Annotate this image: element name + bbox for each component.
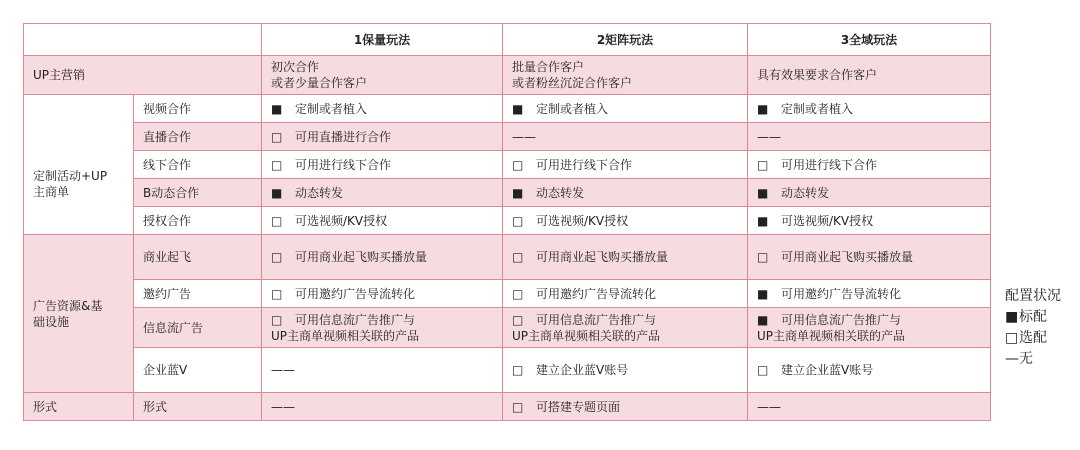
mark: □ [271, 157, 283, 172]
row-up-c2 [503, 56, 748, 95]
header-col-3: 3全域玩法 [748, 24, 991, 56]
config-matrix-table [23, 23, 991, 421]
row-up-c1 [262, 56, 503, 95]
cell-text: 可用邀约广告导流转化 [781, 286, 902, 301]
legend-item [1005, 349, 1061, 370]
cell-text: —— [271, 399, 295, 414]
cell-text: 可选视频/KV授权 [295, 213, 388, 228]
cell-text: 可用信息流广告推广与 [536, 312, 657, 327]
header-col-1: 1保量玩法 [262, 24, 503, 56]
cell-text: —— [512, 129, 536, 144]
cell [748, 207, 991, 235]
legend-mark: ■ [1005, 309, 1019, 325]
legend-mark: □ [1005, 330, 1019, 346]
cell-text-line2: UP主商单视频相关联的产品 [512, 328, 661, 343]
table-row [24, 95, 991, 123]
item-name: 直播合作 [134, 123, 262, 151]
line: 具有效果要求合作客户 [757, 68, 878, 82]
table-row [24, 235, 991, 280]
cell [503, 207, 748, 235]
mark: □ [512, 213, 524, 228]
legend-item [1005, 307, 1061, 328]
group-label [24, 95, 134, 235]
cell-text: 可用邀约广告导流转化 [536, 286, 657, 301]
cell [262, 393, 503, 421]
line: 础设施 [33, 314, 70, 329]
cell [748, 348, 991, 393]
legend-text: 标配 [1019, 309, 1047, 325]
mark: ■ [757, 185, 769, 200]
line: 定制活动+UP [33, 168, 108, 183]
item-name: 企业蓝V [134, 348, 262, 393]
cell-text: 可用邀约广告导流转化 [295, 286, 416, 301]
group-label [24, 235, 134, 393]
mark: ■ [271, 185, 283, 200]
mark: ■ [757, 286, 769, 301]
mark: □ [757, 363, 769, 377]
cell [748, 95, 991, 123]
cell-text: —— [757, 129, 781, 144]
row-label: 形式 [24, 393, 134, 421]
table-row [24, 308, 991, 348]
cell-text: 可用商业起飞购买播放量 [295, 250, 428, 264]
cell [262, 280, 503, 308]
header-empty-cell [24, 24, 262, 56]
cell [748, 123, 991, 151]
mark: ■ [757, 213, 769, 228]
line: 或者粉丝沉淀合作客户 [512, 76, 633, 90]
table-row-form [24, 393, 991, 421]
cell-text: 动态转发 [295, 185, 344, 200]
mark: ■ [757, 312, 769, 327]
item-name: 商业起飞 [134, 235, 262, 280]
table-row [24, 348, 991, 393]
mark: □ [512, 250, 524, 264]
line: 批量合作客户 [512, 60, 585, 74]
line: 或者少量合作客户 [271, 76, 368, 90]
cell [503, 235, 748, 280]
cell [503, 308, 748, 348]
cell-text: 可用进行线下合作 [295, 157, 392, 172]
mark: □ [512, 286, 524, 301]
line: 初次合作 [271, 60, 320, 74]
legend-text: 选配 [1019, 330, 1047, 346]
table-row [24, 123, 991, 151]
cell-text: 可搭建专题页面 [536, 399, 621, 414]
legend [1005, 286, 1061, 370]
mark: □ [512, 399, 524, 414]
cell-text: 可用商业起飞购买播放量 [781, 250, 914, 264]
cell [748, 280, 991, 308]
header-col-2: 2矩阵玩法 [503, 24, 748, 56]
table-row [24, 151, 991, 179]
cell-text: 动态转发 [536, 185, 585, 200]
cell [748, 308, 991, 348]
table-row [24, 280, 991, 308]
item-name: 形式 [134, 393, 262, 421]
cell-text: 建立企业蓝V账号 [781, 363, 874, 377]
mark: □ [271, 213, 283, 228]
cell [262, 151, 503, 179]
row-up-c3 [748, 56, 991, 95]
cell [262, 179, 503, 207]
mark: □ [271, 129, 283, 144]
mark: □ [512, 363, 524, 377]
legend-text: 无 [1019, 351, 1033, 367]
item-name: 线下合作 [134, 151, 262, 179]
cell [262, 348, 503, 393]
cell-text: 定制或者植入 [295, 101, 368, 116]
line: 广告资源&基 [33, 298, 103, 313]
mark: ■ [512, 185, 524, 200]
cell [262, 207, 503, 235]
cell-text: 建立企业蓝V账号 [536, 363, 629, 377]
mark: □ [512, 312, 524, 327]
cell [503, 280, 748, 308]
mark: ■ [757, 101, 769, 116]
cell-text: 可用商业起飞购买播放量 [536, 250, 669, 264]
mark: ■ [512, 101, 524, 116]
mark: □ [271, 312, 283, 327]
mark: □ [271, 286, 283, 301]
mark: □ [512, 157, 524, 172]
item-name: 授权合作 [134, 207, 262, 235]
cell-text-line2: UP主商单视频相关联的产品 [757, 328, 906, 343]
cell [503, 151, 748, 179]
item-name: 邀约广告 [134, 280, 262, 308]
cell [748, 235, 991, 280]
cell-text: 可选视频/KV授权 [781, 213, 874, 228]
cell-text: —— [271, 363, 295, 377]
mark: □ [271, 250, 283, 264]
legend-title: 配置状况 [1005, 288, 1061, 304]
cell-text: 可选视频/KV授权 [536, 213, 629, 228]
cell-text: 定制或者植入 [536, 101, 609, 116]
cell-text: 动态转发 [781, 185, 830, 200]
legend-mark: — [1005, 351, 1019, 367]
item-name: B动态合作 [134, 179, 262, 207]
mark: □ [757, 157, 769, 172]
cell-text: 可用进行线下合作 [781, 157, 878, 172]
table-row [24, 179, 991, 207]
cell [748, 393, 991, 421]
cell [262, 308, 503, 348]
item-name: 视频合作 [134, 95, 262, 123]
header-row [24, 24, 991, 56]
cell-text: 可用直播进行合作 [295, 129, 392, 144]
cell-text: 可用信息流广告推广与 [295, 312, 416, 327]
cell [262, 235, 503, 280]
cell [262, 95, 503, 123]
cell [503, 393, 748, 421]
mark: ■ [271, 101, 283, 116]
cell-text: 定制或者植入 [781, 101, 854, 116]
cell-text: —— [757, 399, 781, 414]
cell [262, 123, 503, 151]
legend-item [1005, 328, 1061, 349]
row-label: UP主营销 [24, 56, 262, 95]
item-name: 信息流广告 [134, 308, 262, 348]
cell-text: 可用进行线下合作 [536, 157, 633, 172]
cell-text: 可用信息流广告推广与 [781, 312, 902, 327]
cell [503, 123, 748, 151]
mark: □ [757, 250, 769, 264]
cell [503, 95, 748, 123]
line: 主商单 [33, 184, 70, 199]
cell [748, 151, 991, 179]
row-up-marketing [24, 56, 991, 95]
cell [503, 179, 748, 207]
table-row [24, 207, 991, 235]
cell [503, 348, 748, 393]
cell-text-line2: UP主商单视频相关联的产品 [271, 328, 420, 343]
cell [748, 179, 991, 207]
